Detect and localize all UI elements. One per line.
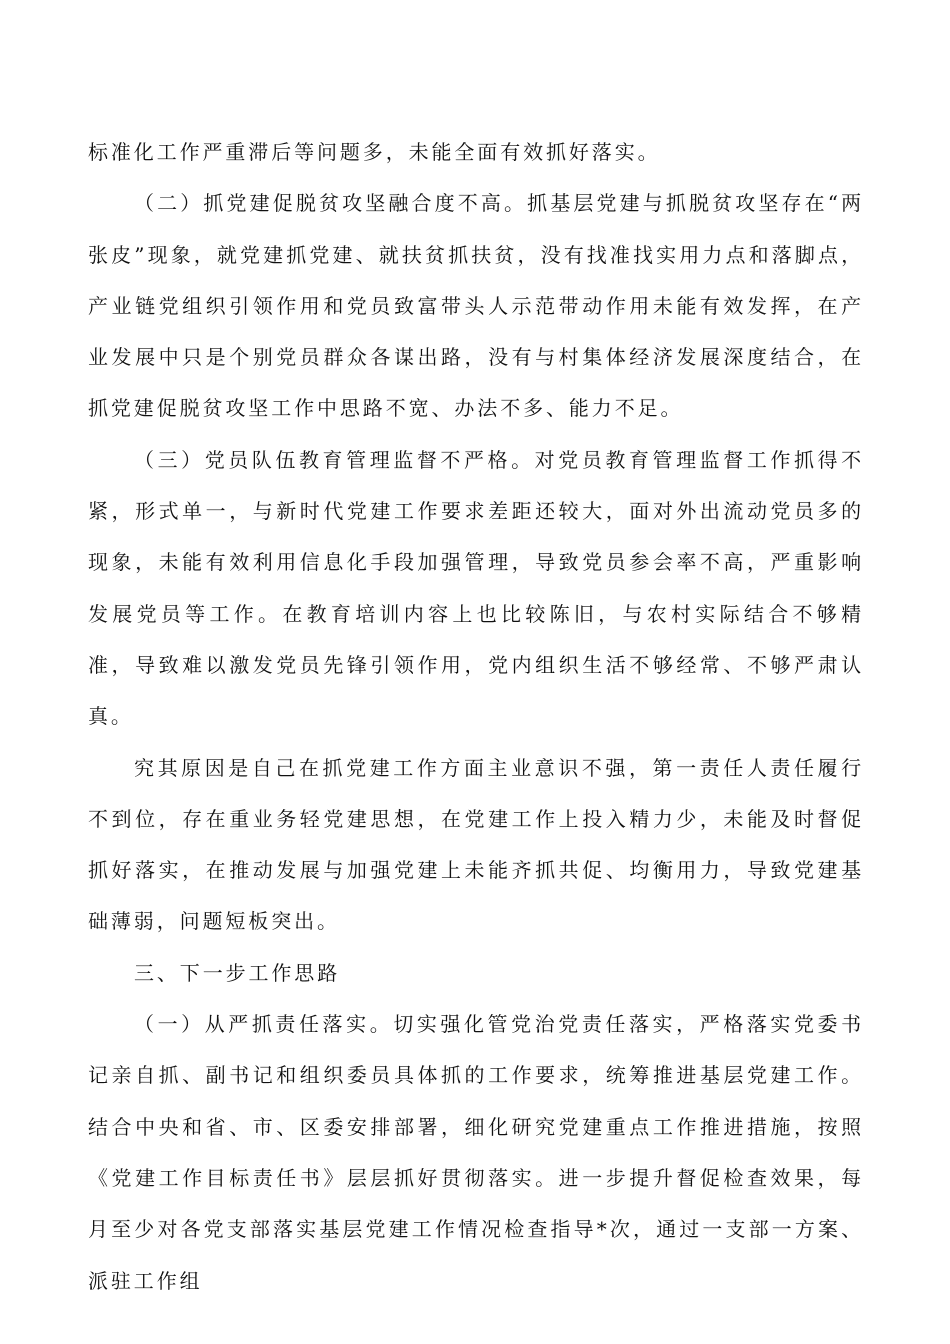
document-body bbox=[88, 127, 864, 1307]
paragraph-root-cause: 究其原因是自己在抓党建工作方面主业意识不强，第一责任人责任履行不到位，存在重业务轻党建思想，在党建工作上投入精力少，未能及时督促抓好落实，在推动发展与加强党建上未能齐抓共促、均衡用力，导致党建基础薄弱，问题短板突出。 bbox=[88, 755, 864, 934]
paragraph-issue-two: （二）抓党建促脱贫攻坚融合度不高。抓基层党建与抓脱贫攻坚存在“两张皮”现象，就党建抓党建、就扶贫抓扶贫，没有找准找实用力点和落脚点，产业链党组织引领作用和党员致富带头人示范带动作用未能有效发挥，在产业发展中只是个别党员群众各谋出路，没有与村集体经济发展深度结合，在抓党建促脱贫攻坚工作中思路不宽、办法不多、能力不足。 bbox=[88, 191, 864, 421]
section-heading-next-steps: 三、下一步工作思路 bbox=[134, 960, 341, 985]
paragraph-step-one: （一）从严抓责任落实。切实强化管党治党责任落实，严格落实党委书记亲自抓、副书记和组织委员具体抓的工作要求，统筹推进基层党建工作。结合中央和省、市、区委安排部署，细化研究党建重点工作推进措施，按照《党建工作目标责任书》层层抓好贯彻落实。进一步提升督促检查效果，每月至少对各党支部落实基层党建工作情况检查指导*次，通过一支部一方案、派驻工作组 bbox=[88, 1012, 864, 1293]
paragraph-issue-three: （三）党员队伍教育管理监督不严格。对党员教育管理监督工作抓得不紧，形式单一，与新时代党建工作要求差距还较大，面对外出流动党员多的现象，未能有效利用信息化手段加强管理，导致党员参会率不高，严重影响发展党员等工作。在教育培训内容上也比较陈旧，与农村实际结合不够精准，导致难以激发党员先锋引领作用，党内组织生活不够经常、不够严肃认真。 bbox=[88, 447, 864, 729]
paragraph-continuation: 标准化工作严重滞后等问题多，未能全面有效抓好落实。 bbox=[88, 140, 661, 164]
